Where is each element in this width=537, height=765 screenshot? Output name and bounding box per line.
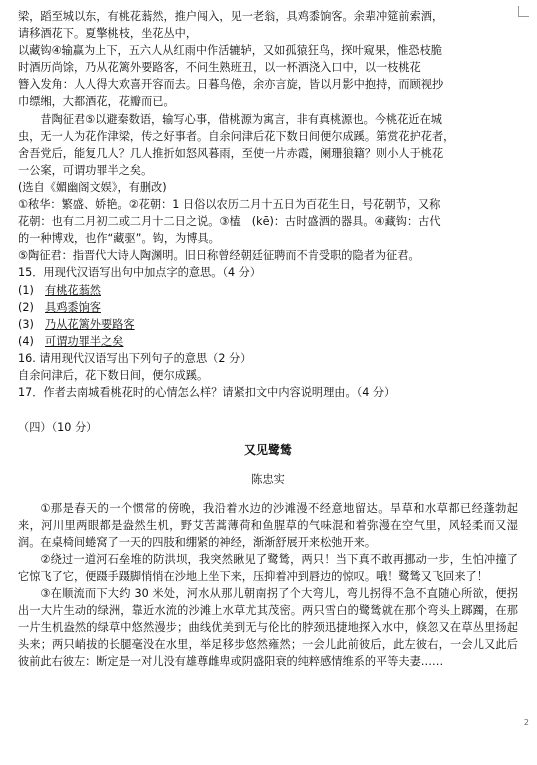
question-16-sentence: 自余问津后，花下数日间，便尔成蹊。 [18,368,209,382]
item-text: 有桃花蓊然 [45,283,101,297]
page-number: 2 [523,718,529,727]
annotation-line: ①秾华：繁盛、娇艳。②花朝：1 日俗以农历二月十五日为百花生日，号花朝节，又称 [18,198,441,212]
question-15-item [18,282,518,299]
annotation-line: ⑤陶征君：指晋代大诗人陶渊明。旧日称曾经朝廷征聘而不肯受职的隐者为征君。 [18,249,420,263]
item-text: 乃从花篱外要路客 [45,317,135,331]
passage-line: 舍吾党后，能复几人？几人推折如怒风暮雨，至使一片赤霞，阑珊狼籍？则小人于桃花 [18,146,444,160]
item-number: (2) [18,300,34,314]
item-text: 可谓功罪半之矣 [45,334,124,348]
passage-line: 请移酒花下。夏擎桃枝，坐花丛中， [18,27,198,41]
item-number: (1) [18,283,34,297]
document-content [18,8,518,671]
item-number: (4) [18,334,34,348]
passage-line: 梁，蹈至城以东，有桃花蓊然，推户闯入，见一老翁，具鸡黍饷客。余辈冲筵前索酒， [18,10,444,23]
passage-line: 一公案，可谓功罪半之矣。 [18,163,153,177]
passage-line: 簪入发角：人人得大欢喜开容而去。日暮鸟倦，余亦言旋，皆以月影中抱持，而顾视抄 [18,78,444,92]
question-17: 17．作者去南城看桃花时的心情怎么样？请紧扣文中内容说明理由。（4 分） [18,386,396,400]
item-number: (3) [18,317,34,331]
passage-line: 时酒历尚馀，乃从花篱外要路客，不问生熟班丑，以一杯酒浇入口中，以一枝桃花 [18,61,421,75]
question-15-item [18,299,518,316]
spacer [18,401,518,419]
source-note: (选自《媚幽阁文娱》，有删改) [18,180,167,194]
question-15-item [18,316,518,333]
passage-line: 以藏钩④输赢为上下，五六人从红雨中作活辘轳，又如孤猿狂鸟，探叶窥果，惟恐枝脆 [18,44,442,58]
question-15: 15．用现代汉语写出句中加点字的意思。（4 分） [18,266,262,280]
article-author: 陈忠实 [251,473,285,487]
section-label: （四）（10 分） [18,421,98,435]
item-text: 具鸡黍饷客 [45,300,101,314]
article-paragraph-3: ③在顺流而下大约 30 米处，河水从那儿朝南拐了个大弯儿，弯儿拐得不急不直随心所欲，便拐出一大片生动的绿洲，靠近水流的沙滩上水草尤其茂密。两只雪白的鹭鸶就在那个弯头上踯躅，在那一片生机盎然的绿草中悠然漫步；曲线优美到无与伦比的脖颈迅捷地探入水中，倏忽又在草丛里扬起头来；两只峭拔的长腿毫没在水里，举足移步悠然雍然；一会儿此前彼后，此左彼右，一会儿又此后彼前此右彼左：断定是一对儿没有雄尊雌卑或阴盛阳衰的纯粹感情维系的平等夫妻…… [18,587,518,669]
corner-crop-mark [518,6,529,17]
article-paragraph-2: ②绕过一道河石垒堆的防洪坝，我突然瞅见了鹭鸶，两只！当下真不敢再挪动一步，生怕冲撞了它惊飞了它，便蹑手蹑脚悄悄在沙地上坐下来，压抑着冲到唇边的惊叹。哦！鹭鸶又飞回来了！ [18,552,518,583]
annotation-line: 的一种博戏，也作“藏驱”。钩，为博具。 [18,232,220,246]
passage-line: 虫，无一人为花作津梁，传之好事者。自余问津后花下数日间便尔成蹊。第赏花护花者， [18,129,455,143]
question-15-item [18,333,518,350]
annotation-line: 花朝：也有二月初二或二月十二日之说。③榼 (kē)：古时盛酒的器具。④藏钩：古代 [18,215,441,229]
passage-line: 巾缥缃，大都酒花，花瓣而已。 [18,95,175,109]
question-16: 16. 请用现代汉语写出下列句子的意思（2 分） [18,351,252,365]
article-paragraph-1: ①那是春天的一个惯常的傍晚，我沿着水边的沙滩漫不经意地留达。旱草和水草都已经蓬勃起来，河川里两眼都是盎然生机，野艾苦蒿薄荷和鱼腥草的气味混和着弥漫在空气里，风轻柔而又湿润。在桌椅间蜷窝了一天的四肢和绷紧的神经，渐渐舒展开来松弛开来。 [18,501,518,549]
passage-line: 昔陶征君⑤以避秦数语，输写心事，借桃源为寓言，非有真桃源也。今桃花近在城 [40,112,442,126]
article-title: 又见鹭鸶 [243,443,292,458]
